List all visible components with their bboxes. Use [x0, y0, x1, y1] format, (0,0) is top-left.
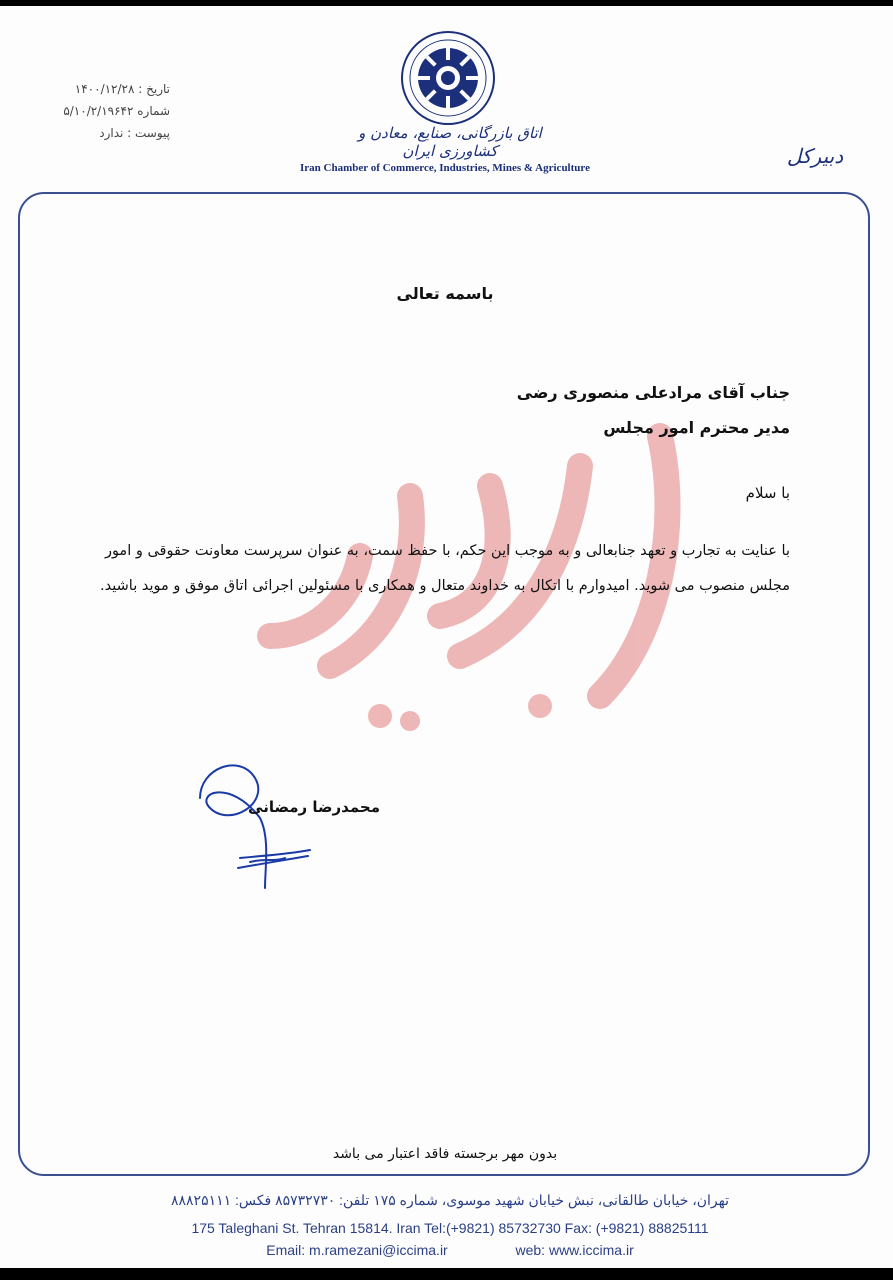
footer-contact	[100, 1242, 800, 1258]
signer-name: محمدرضا رمضانی	[248, 798, 380, 816]
letter-metadata	[40, 78, 170, 144]
addressee-name: جناب آقای مرادعلی منصوری رضی	[516, 383, 790, 402]
letter-heading: باسمه تعالی	[396, 284, 494, 303]
letter-number: شماره ۵/۱۰/۲/۱۹۶۴۲	[63, 104, 170, 118]
corner-label: دبیرکل	[786, 144, 844, 168]
validity-disclaimer: بدون مهر برجسته فاقد اعتبار می باشد	[332, 1146, 558, 1162]
org-name-en: Iran Chamber of Commerce, Industries, Mines & Agriculture	[300, 162, 590, 174]
iccima-logo-icon	[398, 28, 498, 128]
letter-page	[0, 6, 893, 1268]
greeting: با سلام	[745, 484, 790, 502]
letter-body: با عنایت به تجارب و تعهد جنابعالی و به موجب این حکم، با حفظ سمت، به عنوان سرپرست معاونت حقوقی و امور مجلس منصوب می شوید. امیدوارم با اتکال به خداوند متعال و همکاری با مسئولین اجرائی اتاق موفق و موید باشید.	[100, 543, 790, 594]
signature-icon	[190, 758, 320, 898]
footer-web: web: www.iccima.ir	[515, 1242, 634, 1258]
footer-address-fa: تهران، خیابان طالقانی، نبش خیابان شهید موسوی، شماره ۱۷۵ تلفن: ۸۵۷۳۲۷۳۰ فکس: ۸۸۸۲۵۱۱۱	[170, 1192, 730, 1208]
addressee-title: مدیر محترم امور مجلس	[603, 418, 790, 437]
letter-date: تاریخ : ۱۴۰۰/۱۲/۲۸	[74, 82, 170, 96]
footer-email: Email: m.ramezani@iccima.ir	[266, 1242, 448, 1258]
org-name-fa: اتاق بازرگانی، صنایع، معادن و کشاورزی ایران	[358, 124, 542, 160]
letter-attachment: پیوست : ندارد	[99, 126, 170, 140]
footer-address-en: 175 Taleghani St. Tehran 15814. Iran Tel:(+9821) 85732730 Fax: (+9821) 88825111	[191, 1220, 709, 1236]
